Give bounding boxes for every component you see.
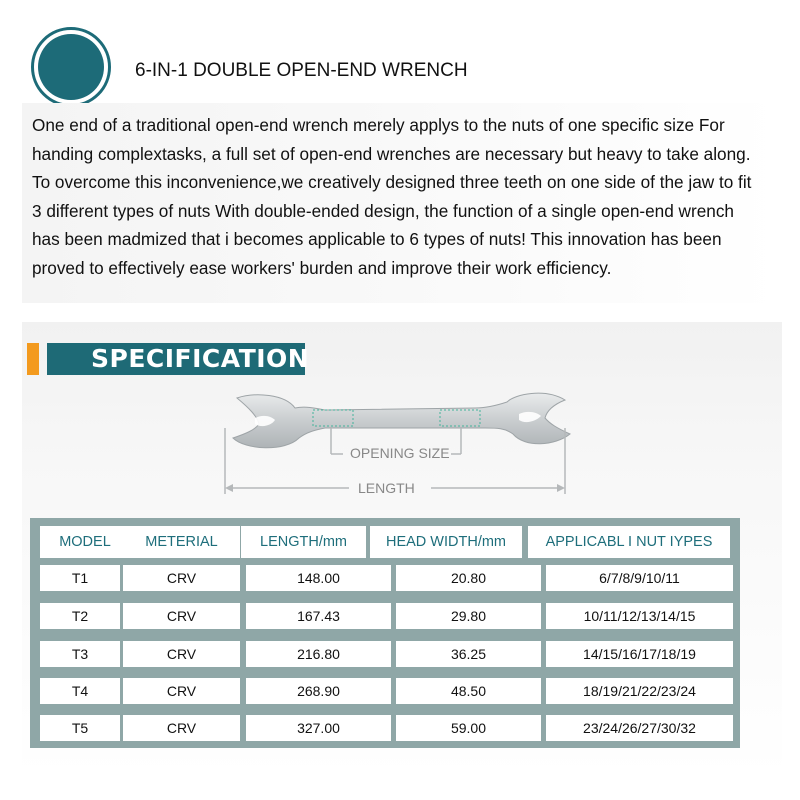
cell-length: 148.00 bbox=[246, 565, 391, 591]
cell-nut-types: 23/24/26/27/30/32 bbox=[546, 715, 733, 741]
cell-length: 216.80 bbox=[246, 641, 391, 667]
table-row bbox=[30, 641, 740, 667]
cell-material: CRV bbox=[123, 603, 240, 629]
cell-model: T1 bbox=[40, 565, 120, 591]
teal-circle-logo-icon bbox=[38, 34, 104, 100]
cell-model: T5 bbox=[40, 715, 120, 741]
cell-material: CRV bbox=[123, 678, 240, 704]
spec-table bbox=[30, 518, 740, 748]
cell-nut-types: 14/15/16/17/18/19 bbox=[546, 641, 733, 667]
cell-model: T4 bbox=[40, 678, 120, 704]
table-row bbox=[30, 678, 740, 704]
header-length: LENGTH/mm bbox=[241, 526, 366, 558]
spec-accent-bar bbox=[27, 343, 39, 375]
table-row bbox=[30, 565, 740, 591]
cell-head-width: 59.00 bbox=[396, 715, 541, 741]
length-label: LENGTH bbox=[358, 480, 415, 496]
table-row bbox=[30, 715, 740, 741]
cell-material: CRV bbox=[123, 641, 240, 667]
spec-heading: SPECIFICATION bbox=[91, 344, 310, 373]
opening-size-label: OPENING SIZE bbox=[350, 445, 450, 461]
header-nut-types: APPLICABL I NUT IYPES bbox=[528, 526, 730, 558]
cell-length: 268.90 bbox=[246, 678, 391, 704]
cell-nut-types: 18/19/21/22/23/24 bbox=[546, 678, 733, 704]
cell-length: 167.43 bbox=[246, 603, 391, 629]
cell-model: T3 bbox=[40, 641, 120, 667]
cell-nut-types: 6/7/8/9/10/11 bbox=[546, 565, 733, 591]
header-head-width: HEAD WIDTH/mm bbox=[370, 526, 522, 558]
header-model: MODEL bbox=[40, 526, 130, 558]
cell-length: 327.00 bbox=[246, 715, 391, 741]
logo bbox=[31, 27, 111, 107]
intro-panel bbox=[22, 103, 782, 303]
wrench-diagram bbox=[215, 388, 585, 503]
table-header-row bbox=[30, 526, 740, 558]
cell-model: T2 bbox=[40, 603, 120, 629]
spec-heading-bar bbox=[47, 343, 310, 375]
intro-text: One end of a traditional open-end wrench merely applys to the nuts of one specific size For handing complextasks, a full set of open-end wrenches are necessary but heavy to take along. To overcome this inconvenience,we creatively designed three teeth on one side of the jaw to fit 3 different types of nuts With double-ended design, the function of a single open-end wrench has been madmized that i becomes applicable to 6 types of nuts! This innovation has been proved to effectively ease workers' burden and improve their work efficiency. bbox=[32, 115, 752, 278]
cell-material: CRV bbox=[123, 565, 240, 591]
page-title: 6-IN-1 DOUBLE OPEN-END WRENCH bbox=[135, 60, 468, 81]
cell-head-width: 29.80 bbox=[396, 603, 541, 629]
cell-material: CRV bbox=[123, 715, 240, 741]
header-material: METERIAL bbox=[123, 526, 240, 558]
cell-head-width: 36.25 bbox=[396, 641, 541, 667]
table-row bbox=[30, 603, 740, 629]
cell-head-width: 20.80 bbox=[396, 565, 541, 591]
cell-nut-types: 10/11/12/13/14/15 bbox=[546, 603, 733, 629]
cell-head-width: 48.50 bbox=[396, 678, 541, 704]
